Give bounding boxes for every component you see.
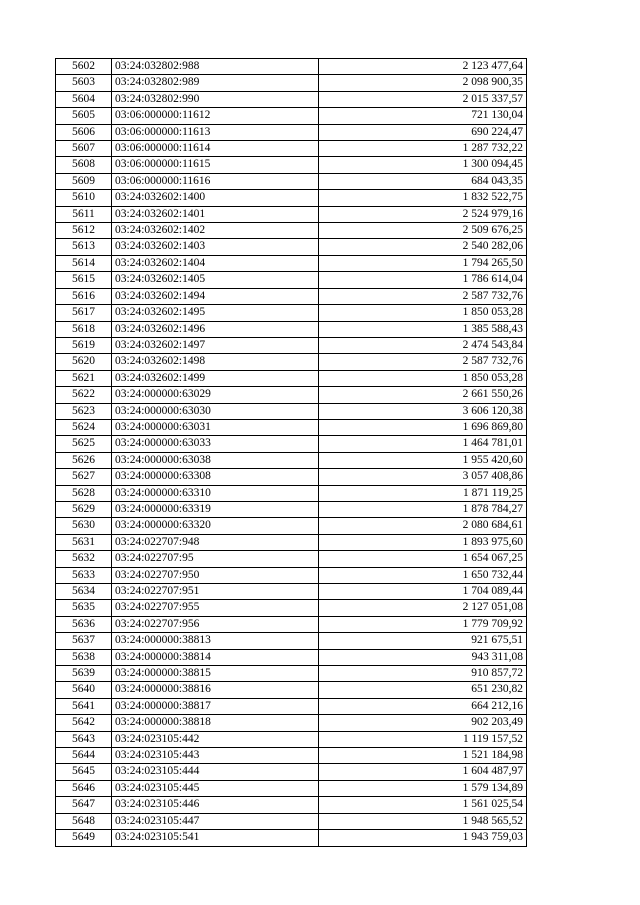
cadastral-value-cell: 1 786 614,04 [319,272,527,288]
cadastral-value-cell: 1 561 025,54 [319,797,527,813]
row-number-cell: 5643 [56,731,112,747]
cadastral-value-cell: 943 311,08 [319,649,527,665]
cadastral-number-cell: 03:06:000000:11614 [112,141,319,157]
table-row [56,190,527,206]
row-number-cell: 5615 [56,272,112,288]
table-row [56,91,527,107]
cadastral-value-cell: 1 779 709,92 [319,616,527,632]
table-row [56,223,527,239]
row-number-cell: 5647 [56,797,112,813]
cadastral-value-cell: 1 650 732,44 [319,567,527,583]
cadastral-value-cell: 2 123 477,64 [319,59,527,75]
cadastral-number-cell: 03:24:023105:444 [112,764,319,780]
table-row [56,748,527,764]
cadastral-number-cell: 03:24:022707:955 [112,600,319,616]
row-number-cell: 5610 [56,190,112,206]
cadastral-value-cell: 1 604 487,97 [319,764,527,780]
row-number-cell: 5630 [56,518,112,534]
cadastral-number-cell: 03:06:000000:11616 [112,173,319,189]
cadastral-number-cell: 03:24:032802:989 [112,75,319,91]
cadastral-number-cell: 03:24:000000:63319 [112,501,319,517]
table-row [56,584,527,600]
cadastral-value-cell: 1 119 157,52 [319,731,527,747]
row-number-cell: 5611 [56,206,112,222]
cadastral-value-cell: 1 832 522,75 [319,190,527,206]
row-number-cell: 5626 [56,452,112,468]
table-row [56,321,527,337]
table-row [56,255,527,271]
cadastral-value-cell: 721 130,04 [319,108,527,124]
cadastral-number-cell: 03:24:032602:1400 [112,190,319,206]
table-row [56,124,527,140]
cadastral-number-cell: 03:24:000000:38813 [112,633,319,649]
row-number-cell: 5645 [56,764,112,780]
row-number-cell: 5646 [56,780,112,796]
cadastral-number-cell: 03:24:032602:1402 [112,223,319,239]
cadastral-value-cell: 651 230,82 [319,682,527,698]
cadastral-value-cell: 1 385 588,43 [319,321,527,337]
cadastral-value-cell: 1 579 134,89 [319,780,527,796]
table-row [56,600,527,616]
row-number-cell: 5617 [56,305,112,321]
row-number-cell: 5648 [56,813,112,829]
cadastral-number-cell: 03:24:032802:990 [112,91,319,107]
cadastral-number-cell: 03:24:000000:63033 [112,436,319,452]
table-body [56,59,527,847]
row-number-cell: 5603 [56,75,112,91]
cadastral-value-cell: 1 287 732,22 [319,141,527,157]
table-row [56,731,527,747]
cadastral-value-cell: 2 587 732,76 [319,354,527,370]
row-number-cell: 5607 [56,141,112,157]
row-number-cell: 5623 [56,403,112,419]
row-number-cell: 5605 [56,108,112,124]
cadastral-value-cell: 2 540 282,06 [319,239,527,255]
table-row [56,59,527,75]
cadastral-number-cell: 03:24:032602:1498 [112,354,319,370]
cadastral-number-cell: 03:24:023105:447 [112,813,319,829]
cadastral-number-cell: 03:24:032602:1403 [112,239,319,255]
row-number-cell: 5640 [56,682,112,698]
cadastral-value-cell: 2 015 337,57 [319,91,527,107]
row-number-cell: 5604 [56,91,112,107]
row-number-cell: 5621 [56,370,112,386]
table-row [56,403,527,419]
row-number-cell: 5628 [56,485,112,501]
cadastral-value-cell: 1 850 053,28 [319,370,527,386]
cadastral-number-cell: 03:24:000000:63038 [112,452,319,468]
row-number-cell: 5614 [56,255,112,271]
cadastral-number-cell: 03:24:022707:950 [112,567,319,583]
row-number-cell: 5629 [56,501,112,517]
cadastral-value-cell: 2 127 051,08 [319,600,527,616]
row-number-cell: 5642 [56,715,112,731]
cadastral-value-cell: 1 871 119,25 [319,485,527,501]
table-row [56,485,527,501]
row-number-cell: 5609 [56,173,112,189]
table-row [56,288,527,304]
table-row [56,698,527,714]
table-row [56,567,527,583]
cadastral-value-cell: 3 057 408,86 [319,469,527,485]
row-number-cell: 5608 [56,157,112,173]
row-number-cell: 5644 [56,748,112,764]
row-number-cell: 5606 [56,124,112,140]
cadastral-number-cell: 03:24:022707:95 [112,551,319,567]
cadastral-value-cell: 2 524 979,16 [319,206,527,222]
row-number-cell: 5635 [56,600,112,616]
row-number-cell: 5627 [56,469,112,485]
row-number-cell: 5624 [56,419,112,435]
cadastral-value-cell: 2 474 543,84 [319,337,527,353]
cadastral-number-cell: 03:24:022707:956 [112,616,319,632]
cadastral-value-cell: 3 606 120,38 [319,403,527,419]
cadastral-number-cell: 03:24:032602:1497 [112,337,319,353]
table-row [56,633,527,649]
table-row [56,682,527,698]
row-number-cell: 5632 [56,551,112,567]
cadastral-number-cell: 03:24:032602:1401 [112,206,319,222]
cadastral-number-cell: 03:24:000000:38818 [112,715,319,731]
cadastral-number-cell: 03:24:023105:442 [112,731,319,747]
table-row [56,534,527,550]
table-row [56,436,527,452]
cadastral-number-cell: 03:24:000000:63308 [112,469,319,485]
row-number-cell: 5625 [56,436,112,452]
cadastral-number-cell: 03:24:023105:443 [112,748,319,764]
cadastral-number-cell: 03:24:032802:988 [112,59,319,75]
row-number-cell: 5636 [56,616,112,632]
cadastral-value-cell: 910 857,72 [319,666,527,682]
table-row [56,354,527,370]
cadastral-value-cell: 1 893 975,60 [319,534,527,550]
table-row [56,370,527,386]
cadastral-value-cell: 902 203,49 [319,715,527,731]
table-row [56,797,527,813]
cadastral-value-cell: 1 704 089,44 [319,584,527,600]
table-row [56,141,527,157]
table-row [56,173,527,189]
table-row [56,157,527,173]
table-row [56,666,527,682]
row-number-cell: 5637 [56,633,112,649]
row-number-cell: 5602 [56,59,112,75]
cadastral-number-cell: 03:24:000000:63031 [112,419,319,435]
cadastral-value-cell: 1 696 869,80 [319,419,527,435]
cadastral-value-cell: 1 654 067,25 [319,551,527,567]
table-row [56,206,527,222]
table-row [56,305,527,321]
cadastral-value-cell: 1 464 781,01 [319,436,527,452]
table-row [56,272,527,288]
cadastral-number-cell: 03:24:000000:38816 [112,682,319,698]
row-number-cell: 5620 [56,354,112,370]
cadastral-number-cell: 03:24:000000:63029 [112,387,319,403]
table-row [56,108,527,124]
cadastral-value-cell: 2 098 900,35 [319,75,527,91]
table-row [56,452,527,468]
cadastral-value-cell: 2 509 676,25 [319,223,527,239]
cadastral-number-cell: 03:24:032602:1496 [112,321,319,337]
row-number-cell: 5649 [56,830,112,846]
row-number-cell: 5613 [56,239,112,255]
cadastral-number-cell: 03:24:023105:541 [112,830,319,846]
table-row [56,780,527,796]
cadastral-value-cell: 2 080 684,61 [319,518,527,534]
cadastral-value-cell: 2 661 550,26 [319,387,527,403]
cadastral-number-cell: 03:24:022707:951 [112,584,319,600]
cadastral-number-cell: 03:24:032602:1405 [112,272,319,288]
table-row [56,239,527,255]
cadastral-value-cell: 690 224,47 [319,124,527,140]
table-row [56,75,527,91]
table-row [56,337,527,353]
row-number-cell: 5631 [56,534,112,550]
table-row [56,518,527,534]
cadastral-number-cell: 03:24:032602:1404 [112,255,319,271]
cadastral-number-cell: 03:24:000000:38817 [112,698,319,714]
cadastral-number-cell: 03:06:000000:11612 [112,108,319,124]
cadastral-number-cell: 03:24:032602:1499 [112,370,319,386]
cadastral-value-cell: 1 948 565,52 [319,813,527,829]
cadastral-value-cell: 2 587 732,76 [319,288,527,304]
cadastral-number-cell: 03:24:000000:38815 [112,666,319,682]
table-row [56,551,527,567]
row-number-cell: 5618 [56,321,112,337]
table-row [56,813,527,829]
cadastral-value-cell: 684 043,35 [319,173,527,189]
cadastral-number-cell: 03:24:000000:38814 [112,649,319,665]
row-number-cell: 5633 [56,567,112,583]
row-number-cell: 5639 [56,666,112,682]
row-number-cell: 5622 [56,387,112,403]
table-row [56,649,527,665]
cadastral-value-cell: 1 878 784,27 [319,501,527,517]
row-number-cell: 5619 [56,337,112,353]
table-row [56,616,527,632]
table-row [56,715,527,731]
cadastral-number-cell: 03:06:000000:11615 [112,157,319,173]
cadastral-value-cell: 1 300 094,45 [319,157,527,173]
row-number-cell: 5641 [56,698,112,714]
cadastral-number-cell: 03:24:000000:63030 [112,403,319,419]
cadastral-value-cell: 1 521 184,98 [319,748,527,764]
row-number-cell: 5634 [56,584,112,600]
cadastral-number-cell: 03:24:023105:446 [112,797,319,813]
cadastral-value-cell: 1 943 759,03 [319,830,527,846]
cadastral-number-cell: 03:24:032602:1494 [112,288,319,304]
cadastral-value-cell: 1 794 265,50 [319,255,527,271]
cadastral-number-cell: 03:24:000000:63310 [112,485,319,501]
table-row [56,469,527,485]
row-number-cell: 5612 [56,223,112,239]
cadastral-value-cell: 1 850 053,28 [319,305,527,321]
row-number-cell: 5616 [56,288,112,304]
cadastral-number-cell: 03:24:023105:445 [112,780,319,796]
cadastral-number-cell: 03:06:000000:11613 [112,124,319,140]
table-row [56,764,527,780]
table-row [56,830,527,846]
cadastral-value-table [55,58,527,847]
cadastral-value-cell: 921 675,51 [319,633,527,649]
table-row [56,419,527,435]
table-row [56,387,527,403]
cadastral-number-cell: 03:24:000000:63320 [112,518,319,534]
cadastral-value-cell: 1 955 420,60 [319,452,527,468]
cadastral-number-cell: 03:24:032602:1495 [112,305,319,321]
row-number-cell: 5638 [56,649,112,665]
cadastral-value-cell: 664 212,16 [319,698,527,714]
table-row [56,501,527,517]
cadastral-number-cell: 03:24:022707:948 [112,534,319,550]
